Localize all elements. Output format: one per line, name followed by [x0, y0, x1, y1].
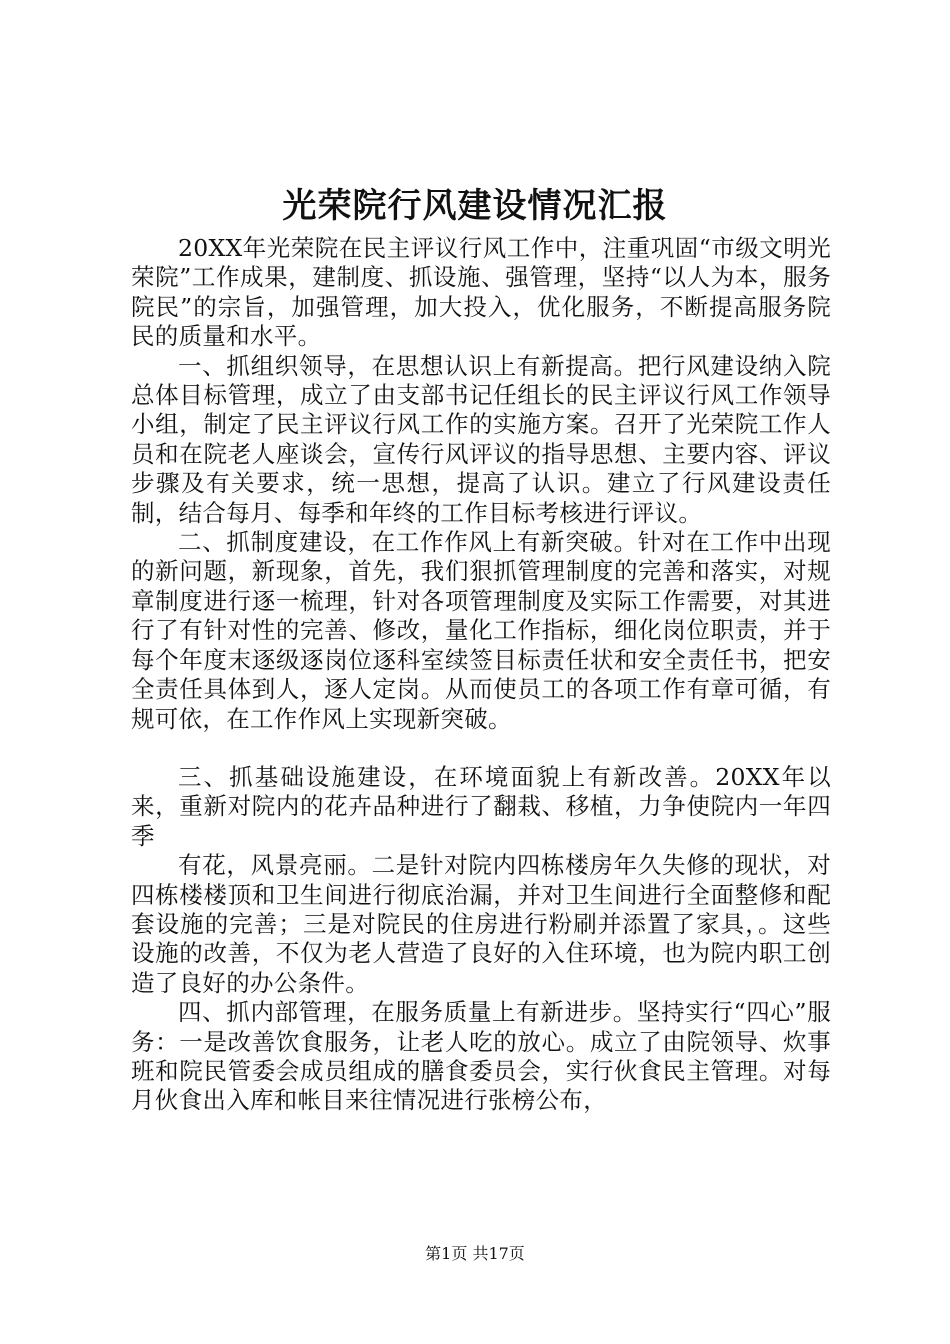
- paragraph-infrastructure-cont: 有花，风景亮丽。二是针对院内四栋楼房年久失修的现状，对四栋楼楼顶和卫生间进行彻底治漏，并对卫生间进行全面整修和配套设施的完善；三是对院民的住房进行粉刷并添置了家具，。这些设施的改善，不仅为老人营造了良好的入住环境，也为院内职工创造了良好的办公条件。: [131, 851, 831, 997]
- paragraph-infrastructure: 三、抓基础设施建设，在环境面貌上有新改善。20XX年以来，重新对院内的花卉品种进行了翻栽、移植，力争使院内一年四季: [131, 762, 831, 850]
- document-title: 光荣院行风建设情况汇报: [282, 186, 668, 226]
- page-number: 第1页 共17页: [425, 1244, 525, 1263]
- paragraph-management: 四、抓内部管理，在服务质量上有新进步。坚持实行“四心”服务：一是改善饮食服务，让老人吃的放心。成立了由院领导、炊事班和院民管委会成员组成的膳食委员会，实行伙食民主管理。对每月伙食出入库和帐目来往情况进行张榜公布，: [131, 998, 831, 1115]
- paragraph-system: 二、抓制度建设，在工作作风上有新突破。针对在工作中出现的新问题，新现象，首先，我们狠抓管理制度的完善和落实，对规章制度进行逐一梳理，针对各项管理制度及实际工作需要，对其进行了有针对性的完善、修改，量化工作指标，细化岗位职责，并于每个年度末逐级逐岗位逐科室续签目标责任状和安全责任书，把安全责任具体到人，逐人定岗。从而使员工的各项工作有章可循，有规可依，在工作作风上实现新突破。: [131, 528, 831, 733]
- paragraph-intro: 20XX年光荣院在民主评议行风工作中，注重巩固“市级文明光荣院”工作成果，建制度、抓设施、强管理，坚持“以人为本，服务院民”的宗旨，加强管理，加大投入，优化服务，不断提高服务院民的质量和水平。: [131, 234, 831, 351]
- paragraph-organization: 一、抓组织领导，在思想认识上有新提高。把行风建设纳入院总体目标管理，成立了由支部书记任组长的民主评议行风工作领导小组，制定了民主评议行风工作的实施方案。召开了光荣院工作人员和在院老人座谈会，宣传行风评议的指导思想、主要内容、评议步骤及有关要求，统一思想，提高了认识。建立了行风建设责任制，结合每月、每季和年终的工作目标考核进行评议。: [131, 351, 831, 527]
- document-body: [131, 234, 831, 1116]
